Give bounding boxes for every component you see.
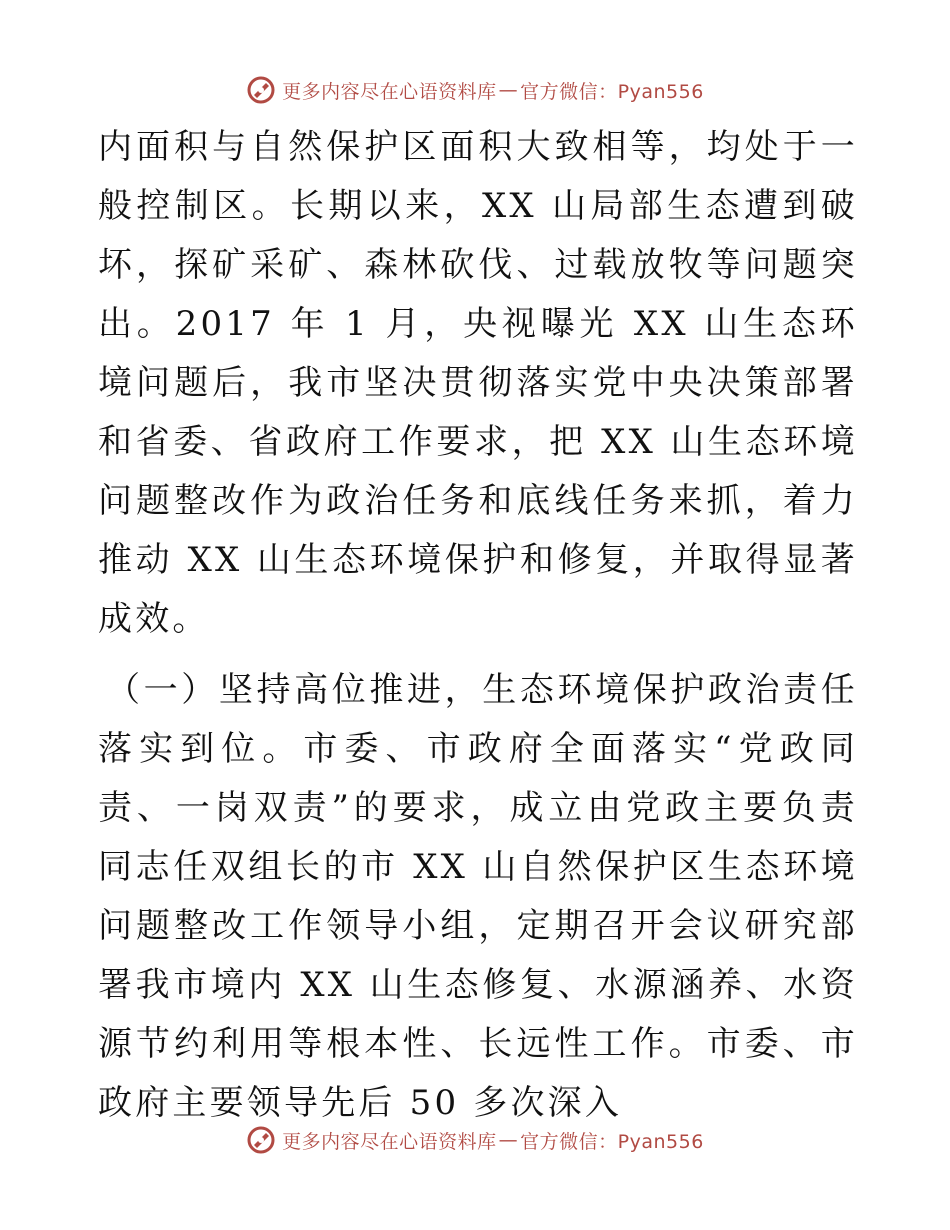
header-watermark (0, 70, 950, 110)
watermark-wechat: 官方微信：Pyan556 (520, 80, 704, 103)
document-body (98, 118, 858, 1133)
logo-seal-icon (246, 1125, 276, 1155)
watermark-text: 更多内容尽在心语资料库 (282, 80, 497, 103)
watermark-text: 更多内容尽在心语资料库 (282, 1130, 497, 1153)
watermark-separator: — (498, 1129, 519, 1151)
footer-watermark (0, 1120, 950, 1160)
watermark-separator: — (498, 79, 519, 101)
paragraph-intro: 内面积与自然保护区面积大致相等，均处于一般控制区。长期以来，XX 山局部生态遭到破坏，探矿采矿、森林砍伐、过载放牧等问题突出。2017 年 1 月，央视曝光 XX 山生态环境问题后，我市坚决贯彻落实党中央决策部署和省委、省政府工作要求，把 XX 山生态环境问题整改作为政治任务和底线任务来抓，着力推动 XX 山生态环境保护和修复，并取得显著成效。 (98, 127, 858, 639)
paragraph-section-1: （一）坚持高位推进，生态环境保护政治责任落实到位。市委、市政府全面落实“党政同责、一岗双责”的要求，成立由党政主要负责同志任双组长的市 XX 山自然保护区生态环境问题整改工作领导小组，定期召开会议研究部署我市境内 XX 山生态修复、水源涵养、水资源节约利用等根本性、长远性工作。市委、市政府主要领导先后 50 多次深入 (98, 670, 858, 1123)
logo-seal-icon (246, 75, 276, 105)
watermark-wechat: 官方微信：Pyan556 (520, 1130, 704, 1153)
